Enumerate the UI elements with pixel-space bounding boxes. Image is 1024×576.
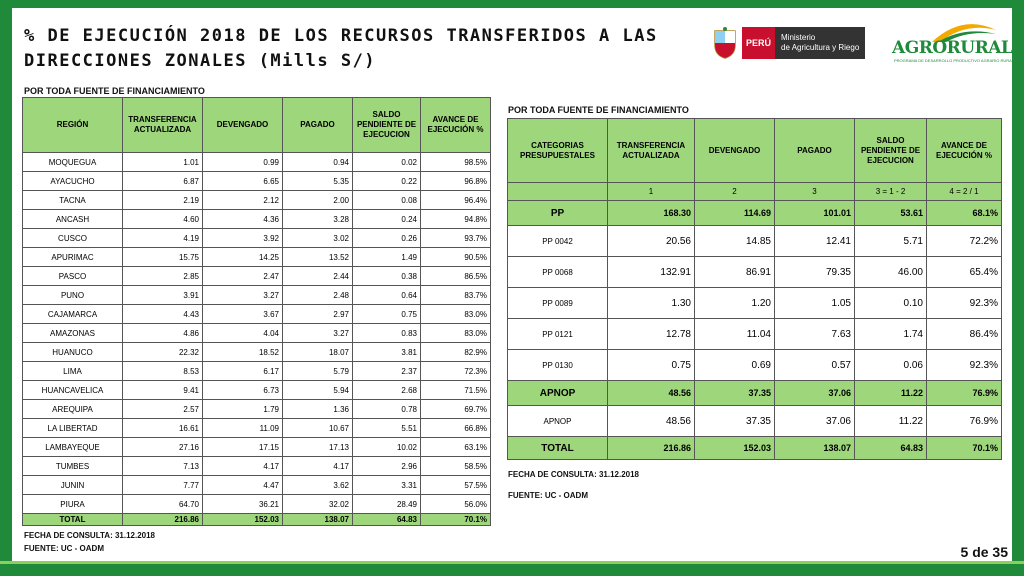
- value-cell: 7.77: [123, 476, 203, 495]
- row-label-cell: LA LIBERTAD: [23, 419, 123, 438]
- value-cell: 138.07: [283, 514, 353, 526]
- value-cell: 2.12: [203, 191, 283, 210]
- value-cell: 56.0%: [421, 495, 491, 514]
- slide-title: % DE EJECUCIÓN 2018 DE LOS RECURSOS TRANSFERIDOS A LAS DIRECCIONES ZONALES (Mills S/): [24, 26, 658, 71]
- frame-left-bar: [0, 0, 12, 576]
- region-row: [23, 400, 491, 419]
- value-cell: 70.1%: [421, 514, 491, 526]
- value-cell: 0.94: [283, 153, 353, 172]
- value-cell: 27.16: [123, 438, 203, 457]
- index-cell: 1: [608, 183, 695, 201]
- index-row: [508, 183, 1002, 201]
- row-label-cell: PIURA: [23, 495, 123, 514]
- value-cell: 18.07: [283, 343, 353, 362]
- value-cell: 1.74: [855, 319, 927, 350]
- value-cell: 2.19: [123, 191, 203, 210]
- value-cell: 17.15: [203, 438, 283, 457]
- category-execution-table: [507, 118, 1002, 460]
- value-cell: 0.06: [855, 350, 927, 381]
- value-cell: 2.47: [203, 267, 283, 286]
- value-cell: 15.75: [123, 248, 203, 267]
- value-cell: 79.35: [775, 257, 855, 288]
- peru-label: PERÚ: [742, 27, 775, 59]
- row-label-cell: AYACUCHO: [23, 172, 123, 191]
- value-cell: 2.48: [283, 286, 353, 305]
- value-cell: 93.7%: [421, 229, 491, 248]
- value-cell: 6.87: [123, 172, 203, 191]
- value-cell: 3.62: [283, 476, 353, 495]
- value-cell: 64.70: [123, 495, 203, 514]
- value-cell: 3.92: [203, 229, 283, 248]
- pp-program-row: [508, 350, 1002, 381]
- region-row: [23, 438, 491, 457]
- row-label-cell: PP 0130: [508, 350, 608, 381]
- value-cell: 132.91: [608, 257, 695, 288]
- value-cell: 37.35: [695, 406, 775, 437]
- value-cell: 76.9%: [927, 406, 1002, 437]
- region-row: [23, 362, 491, 381]
- value-cell: 96.4%: [421, 191, 491, 210]
- value-cell: 57.5%: [421, 476, 491, 495]
- value-cell: 3.91: [123, 286, 203, 305]
- value-cell: 4.19: [123, 229, 203, 248]
- value-cell: 14.85: [695, 226, 775, 257]
- left-table-header-row: [23, 98, 491, 153]
- value-cell: 65.4%: [927, 257, 1002, 288]
- value-cell: 7.13: [123, 457, 203, 476]
- value-cell: 16.61: [123, 419, 203, 438]
- row-label-cell: JUNIN: [23, 476, 123, 495]
- row-label-cell: LAMBAYEQUE: [23, 438, 123, 457]
- value-cell: 0.10: [855, 288, 927, 319]
- row-label-cell: APNOP: [508, 381, 608, 406]
- row-label-cell: PP 0089: [508, 288, 608, 319]
- value-cell: 70.1%: [927, 437, 1002, 460]
- col-header-saldo: SALDO PENDIENTE DE EJECUCION: [855, 119, 927, 183]
- col-header-avance: AVANCE DE EJECUCIÓN %: [421, 98, 491, 153]
- value-cell: 83.7%: [421, 286, 491, 305]
- value-cell: 2.00: [283, 191, 353, 210]
- value-cell: 83.0%: [421, 305, 491, 324]
- region-row: [23, 210, 491, 229]
- value-cell: 168.30: [608, 201, 695, 226]
- value-cell: 6.65: [203, 172, 283, 191]
- value-cell: 6.73: [203, 381, 283, 400]
- coat-of-arms-icon: [712, 27, 738, 59]
- index-cell: 2: [695, 183, 775, 201]
- value-cell: 63.1%: [421, 438, 491, 457]
- value-cell: 2.57: [123, 400, 203, 419]
- col-header-devengado: DEVENGADO: [695, 119, 775, 183]
- value-cell: 0.99: [203, 153, 283, 172]
- value-cell: 53.61: [855, 201, 927, 226]
- value-cell: 5.35: [283, 172, 353, 191]
- right-table-header-row: [508, 119, 1002, 183]
- row-label-cell: PP 0068: [508, 257, 608, 288]
- value-cell: 66.8%: [421, 419, 491, 438]
- value-cell: 92.3%: [927, 288, 1002, 319]
- value-cell: 0.57: [775, 350, 855, 381]
- value-cell: 48.56: [608, 406, 695, 437]
- value-cell: 32.02: [283, 495, 353, 514]
- row-label-cell: PP 0042: [508, 226, 608, 257]
- index-cell: 3 = 1 - 2: [855, 183, 927, 201]
- value-cell: 4.04: [203, 324, 283, 343]
- value-cell: 5.51: [353, 419, 421, 438]
- value-cell: 1.49: [353, 248, 421, 267]
- value-cell: 37.06: [775, 406, 855, 437]
- value-cell: 0.24: [353, 210, 421, 229]
- value-cell: 5.94: [283, 381, 353, 400]
- pp-program-row: [508, 319, 1002, 350]
- value-cell: 28.49: [353, 495, 421, 514]
- value-cell: 48.56: [608, 381, 695, 406]
- value-cell: 0.22: [353, 172, 421, 191]
- value-cell: 5.79: [283, 362, 353, 381]
- value-cell: 11.09: [203, 419, 283, 438]
- value-cell: 3.28: [283, 210, 353, 229]
- region-row: [23, 305, 491, 324]
- value-cell: 0.75: [353, 305, 421, 324]
- row-label-cell: MOQUEGUA: [23, 153, 123, 172]
- region-row: [23, 191, 491, 210]
- region-row: [23, 324, 491, 343]
- value-cell: 10.67: [283, 419, 353, 438]
- value-cell: 4.43: [123, 305, 203, 324]
- col-header-pagado: PAGADO: [283, 98, 353, 153]
- row-label-cell: CUSCO: [23, 229, 123, 248]
- pp-program-row: [508, 257, 1002, 288]
- value-cell: 152.03: [695, 437, 775, 460]
- value-cell: 22.32: [123, 343, 203, 362]
- ministry-line-2: de Agricultura y Riego: [781, 43, 860, 52]
- value-cell: 72.2%: [927, 226, 1002, 257]
- index-cell: 4 = 2 / 1: [927, 183, 1002, 201]
- pp-group-row: [508, 201, 1002, 226]
- value-cell: 101.01: [775, 201, 855, 226]
- value-cell: 7.63: [775, 319, 855, 350]
- value-cell: 114.69: [695, 201, 775, 226]
- value-cell: 13.52: [283, 248, 353, 267]
- value-cell: 83.0%: [421, 324, 491, 343]
- value-cell: 86.5%: [421, 267, 491, 286]
- value-cell: 0.38: [353, 267, 421, 286]
- right-total-row: [508, 437, 1002, 460]
- region-row: [23, 286, 491, 305]
- value-cell: 0.83: [353, 324, 421, 343]
- value-cell: 76.9%: [927, 381, 1002, 406]
- region-row: [23, 229, 491, 248]
- row-label-cell: AREQUIPA: [23, 400, 123, 419]
- value-cell: 36.21: [203, 495, 283, 514]
- value-cell: 37.06: [775, 381, 855, 406]
- region-row: [23, 172, 491, 191]
- value-cell: 1.79: [203, 400, 283, 419]
- index-cell: 3: [775, 183, 855, 201]
- agrorural-subtitle: PROGRAMA DE DESARROLLO PRODUCTIVO AGRARIO RURAL: [894, 58, 1015, 63]
- pp-program-row: [508, 288, 1002, 319]
- value-cell: 2.97: [283, 305, 353, 324]
- value-cell: 58.5%: [421, 457, 491, 476]
- value-cell: 1.01: [123, 153, 203, 172]
- value-cell: 11.22: [855, 406, 927, 437]
- row-label-cell: AMAZONAS: [23, 324, 123, 343]
- frame-bottom-bar: [0, 564, 1024, 576]
- value-cell: 69.7%: [421, 400, 491, 419]
- value-cell: 17.13: [283, 438, 353, 457]
- value-cell: 20.56: [608, 226, 695, 257]
- value-cell: 6.17: [203, 362, 283, 381]
- value-cell: 11.04: [695, 319, 775, 350]
- value-cell: 2.96: [353, 457, 421, 476]
- value-cell: 94.8%: [421, 210, 491, 229]
- value-cell: 64.83: [353, 514, 421, 526]
- value-cell: 1.36: [283, 400, 353, 419]
- col-header-categorias: CATEGORIAS PRESUPUESTALES: [508, 119, 608, 183]
- value-cell: 216.86: [608, 437, 695, 460]
- apnop-row: [508, 406, 1002, 437]
- row-label-cell: APNOP: [508, 406, 608, 437]
- region-row: [23, 476, 491, 495]
- region-row: [23, 457, 491, 476]
- value-cell: 1.30: [608, 288, 695, 319]
- value-cell: 68.1%: [927, 201, 1002, 226]
- region-execution-table: [22, 97, 491, 526]
- value-cell: 90.5%: [421, 248, 491, 267]
- row-label-cell: HUANUCO: [23, 343, 123, 362]
- value-cell: 12.78: [608, 319, 695, 350]
- value-cell: 14.25: [203, 248, 283, 267]
- row-label-cell: PP: [508, 201, 608, 226]
- value-cell: 98.5%: [421, 153, 491, 172]
- value-cell: 11.22: [855, 381, 927, 406]
- ministry-label: [775, 27, 865, 59]
- value-cell: 4.36: [203, 210, 283, 229]
- right-fecha-consulta: FECHA DE CONSULTA: 31.12.2018: [508, 470, 639, 479]
- row-label-cell: PASCO: [23, 267, 123, 286]
- row-label-cell: HUANCAVELICA: [23, 381, 123, 400]
- col-header-pagado: PAGADO: [775, 119, 855, 183]
- value-cell: 3.02: [283, 229, 353, 248]
- value-cell: 46.00: [855, 257, 927, 288]
- right-table-caption: POR TODA FUENTE DE FINANCIAMIENTO: [508, 105, 689, 115]
- left-total-row: [23, 514, 491, 526]
- value-cell: 0.08: [353, 191, 421, 210]
- row-label-cell: CAJAMARCA: [23, 305, 123, 324]
- col-header-transferencia: TRANSFERENCIA ACTUALIZADA: [123, 98, 203, 153]
- value-cell: 18.52: [203, 343, 283, 362]
- index-cell-blank: [508, 183, 608, 201]
- value-cell: 2.85: [123, 267, 203, 286]
- value-cell: 12.41: [775, 226, 855, 257]
- row-label-cell: TACNA: [23, 191, 123, 210]
- row-label-cell: TOTAL: [508, 437, 608, 460]
- value-cell: 138.07: [775, 437, 855, 460]
- region-row: [23, 267, 491, 286]
- value-cell: 4.86: [123, 324, 203, 343]
- region-row: [23, 153, 491, 172]
- frame-top-bar: [0, 0, 1024, 8]
- value-cell: 37.35: [695, 381, 775, 406]
- col-header-avance: AVANCE DE EJECUCIÓN %: [927, 119, 1002, 183]
- value-cell: 0.75: [608, 350, 695, 381]
- value-cell: 71.5%: [421, 381, 491, 400]
- value-cell: 9.41: [123, 381, 203, 400]
- row-label-cell: PP 0121: [508, 319, 608, 350]
- value-cell: 0.64: [353, 286, 421, 305]
- region-row: [23, 381, 491, 400]
- value-cell: 0.26: [353, 229, 421, 248]
- ministry-line-1: Ministerio: [781, 33, 816, 42]
- value-cell: 72.3%: [421, 362, 491, 381]
- value-cell: 2.44: [283, 267, 353, 286]
- row-label-cell: TOTAL: [23, 514, 123, 526]
- row-label-cell: TUMBES: [23, 457, 123, 476]
- row-label-cell: PUNO: [23, 286, 123, 305]
- value-cell: 216.86: [123, 514, 203, 526]
- frame-right-bar: [1012, 0, 1024, 576]
- value-cell: 82.9%: [421, 343, 491, 362]
- page-number: 5 de 35: [960, 544, 1008, 560]
- value-cell: 92.3%: [927, 350, 1002, 381]
- value-cell: 3.27: [283, 324, 353, 343]
- value-cell: 4.17: [203, 457, 283, 476]
- value-cell: 3.31: [353, 476, 421, 495]
- value-cell: 2.68: [353, 381, 421, 400]
- value-cell: 0.78: [353, 400, 421, 419]
- left-fuente: FUENTE: UC - OADM: [24, 544, 104, 553]
- value-cell: 0.02: [353, 153, 421, 172]
- col-header-region: REGIÓN: [23, 98, 123, 153]
- value-cell: 4.60: [123, 210, 203, 229]
- value-cell: 86.91: [695, 257, 775, 288]
- row-label-cell: APURIMAC: [23, 248, 123, 267]
- agrorural-logo: [892, 20, 1015, 66]
- row-label-cell: ANCASH: [23, 210, 123, 229]
- left-table-caption: POR TODA FUENTE DE FINANCIAMIENTO: [24, 86, 205, 96]
- value-cell: 5.71: [855, 226, 927, 257]
- value-cell: 1.20: [695, 288, 775, 319]
- col-header-saldo: SALDO PENDIENTE DE EJECUCION: [353, 98, 421, 153]
- pp-program-row: [508, 226, 1002, 257]
- value-cell: 64.83: [855, 437, 927, 460]
- value-cell: 3.67: [203, 305, 283, 324]
- value-cell: 10.02: [353, 438, 421, 457]
- row-label-cell: LIMA: [23, 362, 123, 381]
- col-header-transferencia: TRANSFERENCIA ACTUALIZADA: [608, 119, 695, 183]
- region-row: [23, 343, 491, 362]
- region-row: [23, 248, 491, 267]
- value-cell: 4.47: [203, 476, 283, 495]
- value-cell: 0.69: [695, 350, 775, 381]
- value-cell: 4.17: [283, 457, 353, 476]
- government-logo: [712, 26, 876, 60]
- value-cell: 96.8%: [421, 172, 491, 191]
- value-cell: 3.81: [353, 343, 421, 362]
- value-cell: 8.53: [123, 362, 203, 381]
- right-fuente: FUENTE: UC - OADM: [508, 491, 588, 500]
- value-cell: 86.4%: [927, 319, 1002, 350]
- left-fecha-consulta: FECHA DE CONSULTA: 31.12.2018: [24, 531, 155, 540]
- value-cell: 1.05: [775, 288, 855, 319]
- region-row: [23, 419, 491, 438]
- col-header-devengado: DEVENGADO: [203, 98, 283, 153]
- value-cell: 3.27: [203, 286, 283, 305]
- region-row: [23, 495, 491, 514]
- value-cell: 2.37: [353, 362, 421, 381]
- value-cell: 152.03: [203, 514, 283, 526]
- apnop-group-row: [508, 381, 1002, 406]
- agrorural-wordmark: AGRORURAL: [892, 38, 1013, 58]
